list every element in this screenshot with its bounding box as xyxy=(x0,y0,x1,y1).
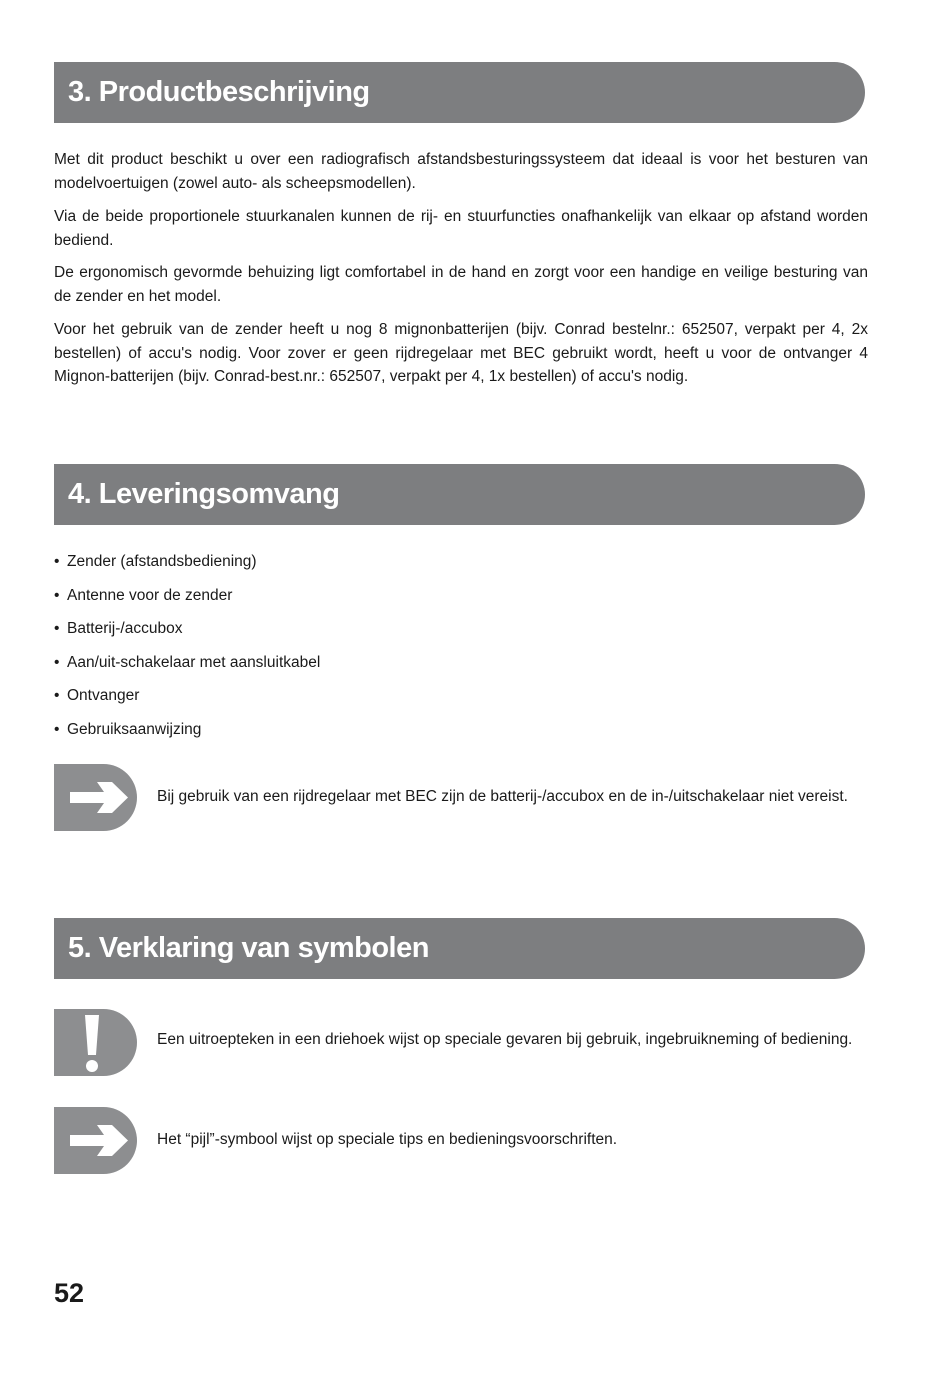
list-item: • Ontvanger xyxy=(54,687,140,705)
section-header-leveringsomvang xyxy=(54,464,865,525)
list-item-label: Gebruiksaanwijzing xyxy=(67,720,202,738)
list-item-label: Batterij-/accubox xyxy=(67,620,183,638)
list-item: • Aan/uit-schakelaar met aansluitkabel xyxy=(54,653,321,671)
tip-text: Het “pijl”-symbool wijst op speciale tips en bedieningsvoorschriften. xyxy=(157,1131,618,1148)
paragraph: Via de beide proportionele stuurkanalen kunnen de rij- en stuurfuncties onafhankelijk van elkaar op afstand worden bediend. xyxy=(54,208,868,249)
paragraph: Met dit product beschikt u over een radiografisch afstandsbesturingssysteem dat ideaal is voor het besturen van modelvoertuigen (zowel auto- als scheepsmodellen). xyxy=(54,151,868,192)
list-item-label: Ontvanger xyxy=(67,687,140,705)
exclamation-icon xyxy=(54,1009,137,1076)
list-item-label: Zender (afstandsbediening) xyxy=(67,553,257,570)
section-header-productbeschrijving xyxy=(54,62,865,123)
list-item-label: Antenne voor de zender xyxy=(67,586,233,604)
list-item: • Zender (afstandsbediening) xyxy=(54,553,257,570)
list-item: • Batterij-/accubox xyxy=(54,620,183,638)
section-title: 4. Leveringsomvang xyxy=(68,478,340,510)
list-item: • Gebruiksaanwijzing xyxy=(54,720,202,738)
page-number: 52 xyxy=(54,1278,85,1308)
arrow-right-icon xyxy=(54,764,137,831)
paragraph: Voor het gebruik van de zender heeft u nog 8 mignonbatterijen (bijv. Conrad bestelnr.: 652507, verpakt per 4, 2x bestellen) of accu's nodig. Voor zover er geen rijdregelaar met BEC gebruikt wordt, heeft u voor de ontvanger 4 Mignon-batterijen (bijv. Conrad-best.nr.: 652507, verpakt per 4, 1x bestellen) of accu's nodig. xyxy=(54,321,868,385)
list-item: • Antenne voor de zender xyxy=(54,586,233,604)
delivery-list xyxy=(54,550,320,752)
arrow-right-icon xyxy=(54,1107,137,1174)
warning-text: Een uitroepteken in een driehoek wijst op speciale gevaren bij gebruik, ingebruikneming of bediening. xyxy=(157,1031,853,1048)
list-item-label: Aan/uit-schakelaar met aansluitkabel xyxy=(67,653,321,671)
paragraph: De ergonomisch gevormde behuizing ligt comfortabel in de hand en zorgt voor een handige en veilige besturing van de zender en het model. xyxy=(54,264,868,305)
section-title: 5. Verklaring van symbolen xyxy=(68,932,429,964)
note-text: Bij gebruik van een rijdregelaar met BEC zijn de batterij-/accubox en de in-/uitschakelaar niet vereist. xyxy=(157,788,848,805)
section-title: 3. Productbeschrijving xyxy=(68,76,370,108)
section-header-symbolen xyxy=(54,918,865,979)
